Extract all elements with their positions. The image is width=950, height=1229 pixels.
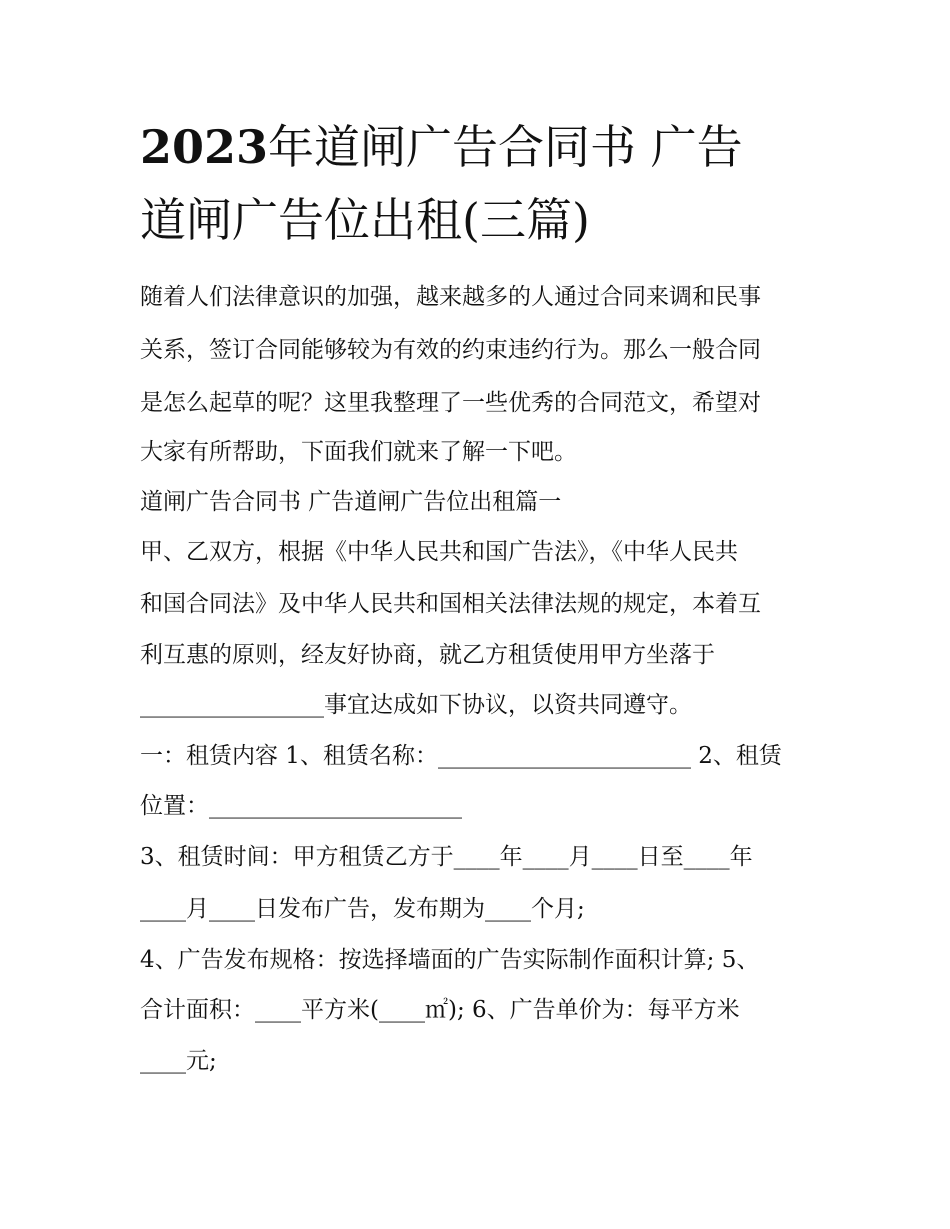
document-title-line-1: [140, 120, 840, 174]
body-line-1: 随着人们法律意识的加强，越来越多的人通过合同来调和民事: [140, 284, 761, 310]
title-year: 2023: [140, 120, 269, 174]
clause-3-line-2: ____月____日发布广告，发布期为____个月;: [140, 896, 585, 922]
body-line-2: 关系，签订合同能够较为有效的约束违约行为。那么一般合同: [140, 337, 761, 363]
clause-1-line-1: 一：租赁内容 1、租赁名称：______________________ 2、租赁: [140, 743, 782, 769]
clause-3-line-1: 3、租赁时间：甲方租赁乙方于____年____月____日至____年: [140, 844, 753, 870]
clause-1-line-2: 位置：______________________: [140, 793, 462, 819]
body-line-6: 和国合同法》及中华人民共和国相关法律法规的规定，本着互: [140, 591, 761, 617]
body-line-4: 大家有所帮助，下面我们就来了解一下吧。: [140, 439, 577, 465]
clause-4-line-2: 合计面积：____平方米(____㎡); 6、广告单价为：每平方米: [140, 997, 740, 1023]
clause-4-line-1: 4、广告发布规格：按选择墙面的广告实际制作面积计算; 5、: [140, 947, 760, 973]
body-line-5: 甲、乙双方，根据《中华人民共和国广告法》，《中华人民共: [140, 539, 738, 565]
body-line-8: ________________事宜达成如下协议，以资共同遵守。: [140, 692, 692, 718]
title-line-1-text: 年道闸广告合同书 广告: [268, 120, 743, 174]
body-line-7: 利互惠的原则，经友好协商，就乙方租赁使用甲方坐落于: [140, 642, 715, 668]
clause-6-line-2: ____元;: [140, 1048, 217, 1074]
body-line-3: 是怎么起草的呢？这里我整理了一些优秀的合同范文，希望对: [140, 390, 761, 416]
document-title-line-2: 道闸广告位出租(三篇): [140, 193, 590, 247]
section-heading: 道闸广告合同书 广告道闸广告位出租篇一: [140, 489, 562, 515]
